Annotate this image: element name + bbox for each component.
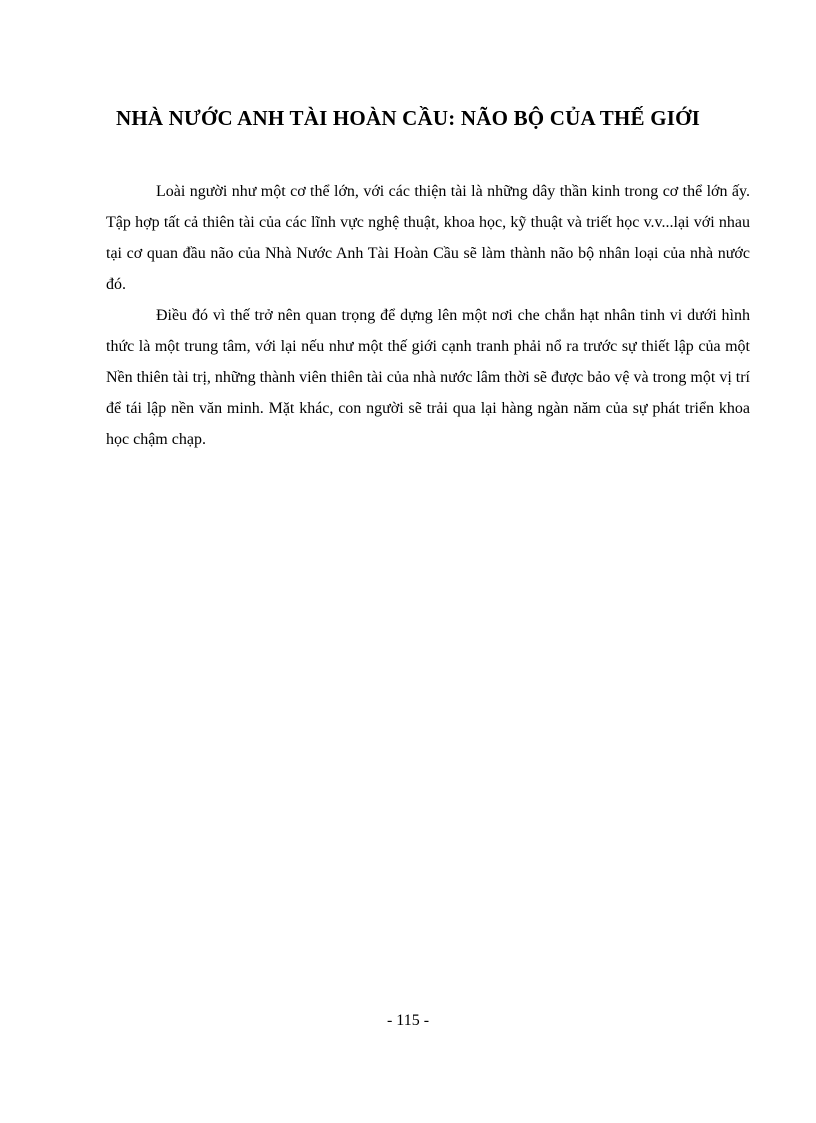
document-body xyxy=(106,176,750,455)
paragraph-2: Điều đó vì thế trở nên quan trọng để dựng lên một nơi che chắn hạt nhân tinh vi dưới hình thức là một trung tâm, với lại nếu như một thế giới cạnh tranh phải nổ ra trước sự thiết lập của một Nền thiên tài trị, những thành viên thiên tài của nhà nước lâm thời sẽ được bảo vệ và trong một vị trí để tái lập nền văn minh. Mặt khác, con người sẽ trải qua lại hàng ngàn năm của sự phát triển khoa học chậm chạp. xyxy=(106,307,750,448)
page-title: NHÀ NƯỚC ANH TÀI HOÀN CẦU: NÃO BỘ CỦA THẾ GIỚI xyxy=(115,106,701,130)
page-number: - 115 - xyxy=(386,1012,430,1029)
paragraph-1: Loài người như một cơ thể lớn, với các thiện tài là những dây thần kinh trong cơ thể lớn ấy. Tập hợp tất cả thiên tài của các lĩnh vực nghệ thuật, khoa học, kỹ thuật và triết học v.v...lại với nhau tại cơ quan đầu não của Nhà Nước Anh Tài Hoàn Cầu sẽ làm thành não bộ nhân loại của nhà nước đó. xyxy=(106,183,750,293)
